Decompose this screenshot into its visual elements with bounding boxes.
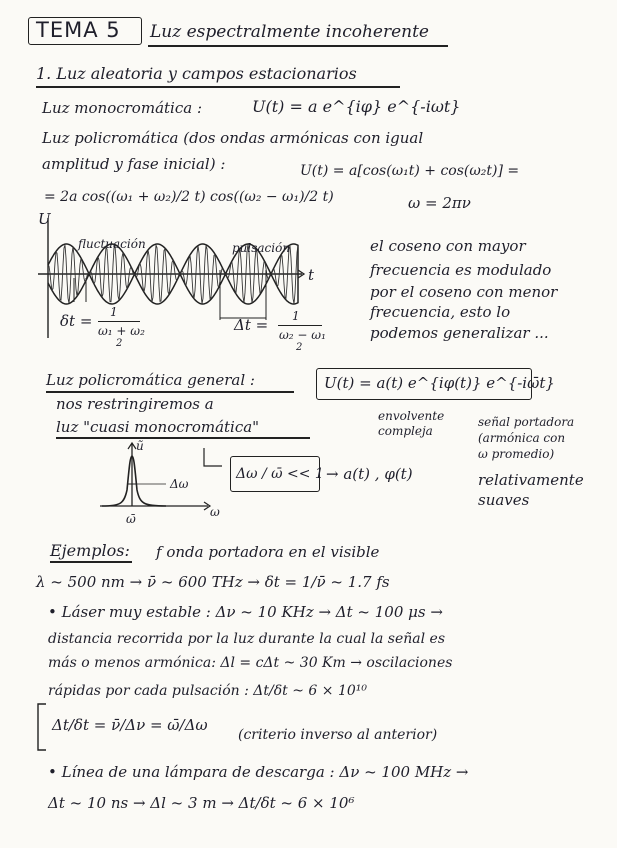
restrict-underline [56, 437, 310, 439]
example-lamp-2: Δt ~ 10 ns → Δl ~ 3 m → Δt/δt ~ 6 × 10⁶ [48, 794, 355, 812]
axis-u-label: U [38, 210, 51, 228]
spectrum-omega: ω [210, 505, 220, 519]
suaves-line-2: suaves [478, 491, 530, 509]
mono-label: Luz monocromática : [42, 99, 202, 117]
restrict-line-2: luz "cuasi monocromática" [56, 418, 260, 436]
ratio-result: → a(t) , φ(t) [326, 465, 413, 483]
example-laser-2: distancia recorrida por la luz durante la cual la señal es [48, 631, 446, 647]
restrict-line-1: nos restringiremos a [56, 395, 214, 413]
delta-t-big: Δt = [234, 316, 269, 334]
delta-t-small-den2: 2 [116, 338, 123, 349]
fraction-bar [98, 321, 140, 322]
section-underline [36, 86, 400, 88]
delta-t-small: δt = [60, 312, 93, 330]
spectrum-delta-omega: Δω [170, 477, 189, 491]
axis-t-label: t [308, 266, 315, 284]
poly-equation-2: = 2a cos((ω₁ + ω₂)/2 t) cos((ω₂ − ω₁)/2 t) [44, 189, 334, 205]
portadora-line-2: (armónica con [478, 431, 566, 445]
ejemplos-intro: f onda portadora en el visible [156, 543, 380, 561]
delta-t-small-num: 1 [110, 305, 118, 319]
portadora-line-3: ω promedio) [478, 447, 555, 461]
note-line-3: por el coseno con menor [370, 283, 558, 301]
general-label: Luz policromática general : [46, 371, 255, 389]
example-lamp: • Línea de una lámpara de descarga : Δν ~ 100 MHz → [48, 763, 469, 781]
spectrum-u-label: ũ [136, 439, 144, 453]
ratio-expression: Δω / ω̄ << 1 [236, 466, 324, 482]
example-laser-4: rápidas por cada pulsación : Δt/δt ~ 6 × 10¹⁰ [48, 683, 367, 699]
ejemplos-underline [50, 561, 132, 563]
portadora-line-1: señal portadora [478, 415, 575, 429]
example-laser: • Láser muy estable : Δν ~ 10 KHz → Δt ~ 100 μs → [48, 603, 443, 621]
fraction-bar [278, 325, 322, 326]
delta-t-big-den2: 2 [296, 342, 303, 353]
note-line-2: frecuencia es modulado [370, 261, 552, 279]
envolvente-line-1: envolvente [378, 409, 445, 423]
note-line-5: podemos generalizar ... [370, 324, 549, 342]
omega-definition: ω = 2πν [408, 194, 471, 212]
poly-equation-1: U(t) = a[cos(ω₁t) + cos(ω₂t)] = [300, 163, 520, 179]
note-line-1: el coseno con mayor [370, 237, 526, 255]
general-underline [46, 391, 294, 393]
general-equation: U(t) = a(t) e^{iφ(t)} e^{-iω̄t} [324, 374, 555, 392]
tema-label: TEMA 5 [36, 18, 121, 42]
example-carrier: λ ~ 500 nm → ν̄ ~ 600 THz → δt = 1/ν̄ ~ 1.7 fs [36, 573, 390, 591]
criterio-note: (criterio inverso al anterior) [238, 727, 438, 743]
delta-t-big-num: 1 [292, 309, 300, 323]
mono-equation: U(t) = a e^{iφ} e^{-iωt} [252, 97, 461, 116]
suaves-line-1: relativamente [478, 471, 584, 489]
ejemplos-label: Ejemplos: [50, 541, 130, 560]
page-title: Luz espectralmente incoherente [150, 22, 429, 42]
delta-t-big-den: ω₂ − ω₁ [279, 328, 326, 342]
title-underline [148, 45, 448, 47]
section-heading: 1. Luz aleatoria y campos estacionarios [36, 64, 357, 83]
poly-line-1: Luz policromática (dos ondas armónicas con igual [42, 129, 424, 147]
fluctuacion-label: fluctuación [78, 237, 146, 251]
example-laser-3: más o menos armónica: Δl = cΔt ~ 30 Km → oscilaciones [48, 655, 453, 671]
note-line-4: frecuencia, esto lo [370, 303, 511, 321]
spectrum-omega-bar: ω̄ [126, 512, 136, 526]
envolvente-line-2: compleja [378, 424, 433, 438]
criterio-bracket [34, 702, 48, 752]
criterio-equation: Δt/δt = ν̄/Δν = ω̄/Δω [52, 716, 208, 734]
pulsacion-label: pulsación [232, 241, 291, 255]
delta-t-small-den: ω₁ + ω₂ [98, 324, 145, 338]
poly-line-2: amplitud y fase inicial) : [42, 155, 226, 173]
